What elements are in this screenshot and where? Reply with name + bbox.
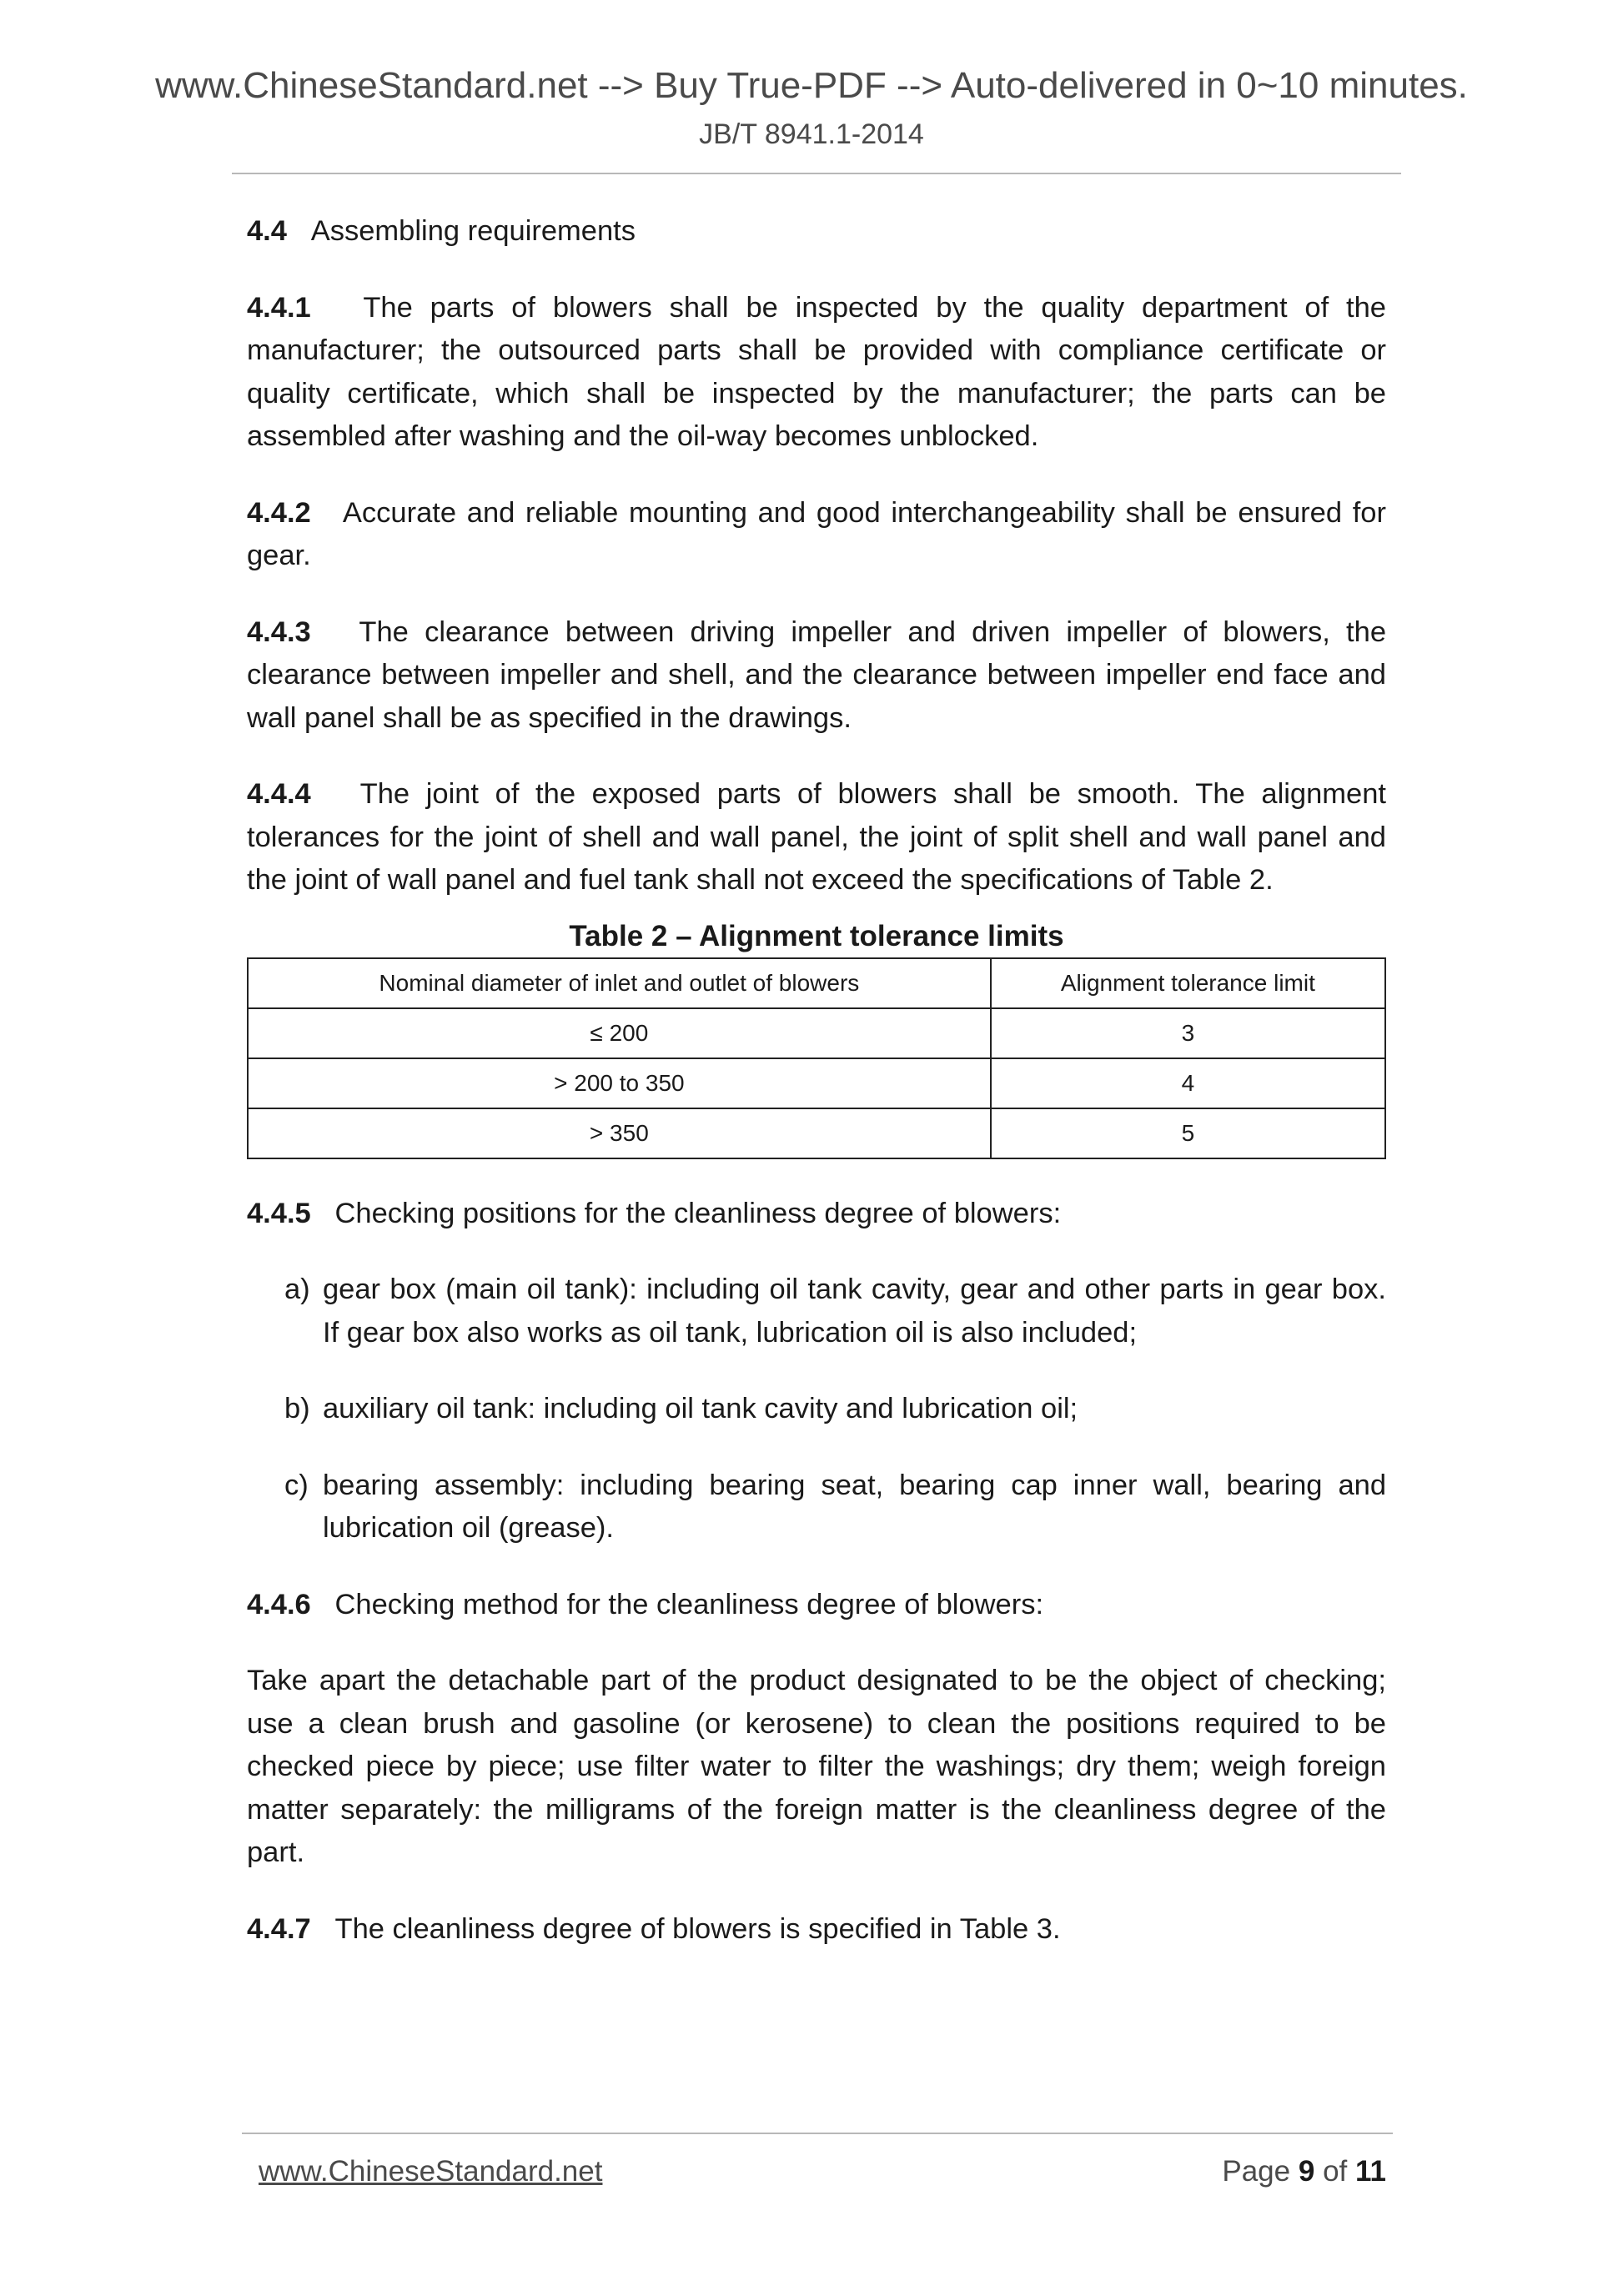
header-banner[interactable]: www.ChineseStandard.net --> Buy True-PDF --> Auto-delivered in 0~10 minutes. <box>155 65 1468 106</box>
page-indicator <box>1222 2155 1386 2188</box>
footer-divider <box>242 2133 1393 2134</box>
header-divider <box>232 173 1401 174</box>
table-cell: > 350 <box>248 1108 991 1158</box>
clause-text: The joint of the exposed parts of blowers shall be smooth. The alignment tolerances for the joint of shell and wall panel, the joint of split shell and wall panel and the joint of wall panel and fuel tank shall not exceed the specifications of Table 2. <box>247 778 1386 896</box>
list-item <box>284 1269 1386 1354</box>
clause-text: Accurate and reliable mounting and good interchangeability shall be ensured for gear. <box>247 496 1386 571</box>
footer-link[interactable]: www.ChineseStandard.net <box>259 2155 603 2188</box>
clause-text: The clearance between driving impeller and driven impeller of blowers, the clearance between impeller and shell, and the clearance between impeller end face and wall panel shall be as specified in the drawings. <box>247 615 1387 734</box>
clause-4-4-5 <box>247 1193 1386 1236</box>
section-4-4 <box>247 210 1386 254</box>
list-item <box>284 1388 1386 1431</box>
clause-number: 4.4.1 <box>247 291 311 324</box>
clause-4-4-2 <box>247 492 1386 578</box>
clause-number: 4.4.6 <box>247 1588 311 1620</box>
table-cell: > 200 to 350 <box>248 1058 991 1108</box>
clause-4-4-6 <box>247 1584 1386 1627</box>
list-marker: c) <box>284 1469 309 1501</box>
list-item-text: bearing assembly: including bearing seat, bearing cap inner wall, bearing and lubrication oil (grease). <box>323 1469 1386 1544</box>
table-cell: ≤ 200 <box>248 1008 991 1058</box>
table-header-row <box>248 958 1385 1008</box>
page-of: of <box>1323 2155 1348 2188</box>
list-item-text: auxiliary oil tank: including oil tank cavity and lubrication oil; <box>323 1393 1078 1424</box>
table-header-cell: Nominal diameter of inlet and outlet of blowers <box>248 958 991 1008</box>
page-total: 11 <box>1355 2155 1386 2188</box>
clause-text: Checking positions for the cleanliness degree of blowers: <box>334 1197 1062 1229</box>
clause-text: The cleanliness degree of blowers is specified in Table 3. <box>334 1912 1061 1945</box>
table-cell: 3 <box>991 1008 1385 1058</box>
table-cell: 5 <box>991 1108 1385 1158</box>
clause-text: Checking method for the cleanliness degree of blowers: <box>334 1588 1044 1620</box>
clause-number: 4.4.4 <box>247 778 311 810</box>
table-row <box>248 1008 1385 1058</box>
list-marker: b) <box>284 1393 310 1424</box>
section-number: 4.4 <box>247 215 287 247</box>
table-header-cell: Alignment tolerance limit <box>991 958 1385 1008</box>
clause-number: 4.4.3 <box>247 615 311 648</box>
clause-4-4-3 <box>247 611 1386 741</box>
table-2 <box>247 957 1386 1159</box>
page-current: 9 <box>1298 2155 1315 2188</box>
table-row <box>248 1108 1385 1158</box>
list-marker: a) <box>284 1274 310 1305</box>
section-title: Assembling requirements <box>310 215 636 247</box>
clause-number: 4.4.5 <box>247 1197 311 1229</box>
clause-4-4-7 <box>247 1908 1386 1952</box>
table-row <box>248 1058 1385 1108</box>
cleanliness-positions-list <box>284 1269 1386 1550</box>
clause-4-4-6-body: Take apart the detachable part of the product designated to be the object of checking; use a clean brush and gasoline (or kerosene) to clean the positions required to be checked piece by piece; use filter water to filter the washings; dry them; weigh foreign matter separately: the milligrams of the foreign matter is the cleanliness degree of the part. <box>247 1665 1386 1868</box>
page-word: Page <box>1222 2155 1291 2188</box>
page-content <box>247 210 1386 1984</box>
clause-text: The parts of blowers shall be inspected by the quality department of the manufacturer; the outsourced parts shall be provided with compliance certificate or quality certificate, which shall be inspected by the manufacturer; the parts can be assembled after washing and the oil-way becomes unblocked. <box>247 291 1386 452</box>
table-cell: 4 <box>991 1058 1385 1108</box>
clause-4-4-1 <box>247 287 1386 459</box>
table-2-caption: Table 2 – Alignment tolerance limits <box>569 919 1064 952</box>
list-item-text: gear box (main oil tank): including oil tank cavity, gear and other parts in gear box. If gear box also works as oil tank, lubrication oil is also included; <box>323 1274 1386 1349</box>
list-item <box>284 1465 1386 1550</box>
clause-4-4-4 <box>247 773 1386 902</box>
clause-number: 4.4.2 <box>247 496 311 529</box>
clause-number: 4.4.7 <box>247 1912 311 1945</box>
document-number: JB/T 8941.1-2014 <box>699 118 924 150</box>
